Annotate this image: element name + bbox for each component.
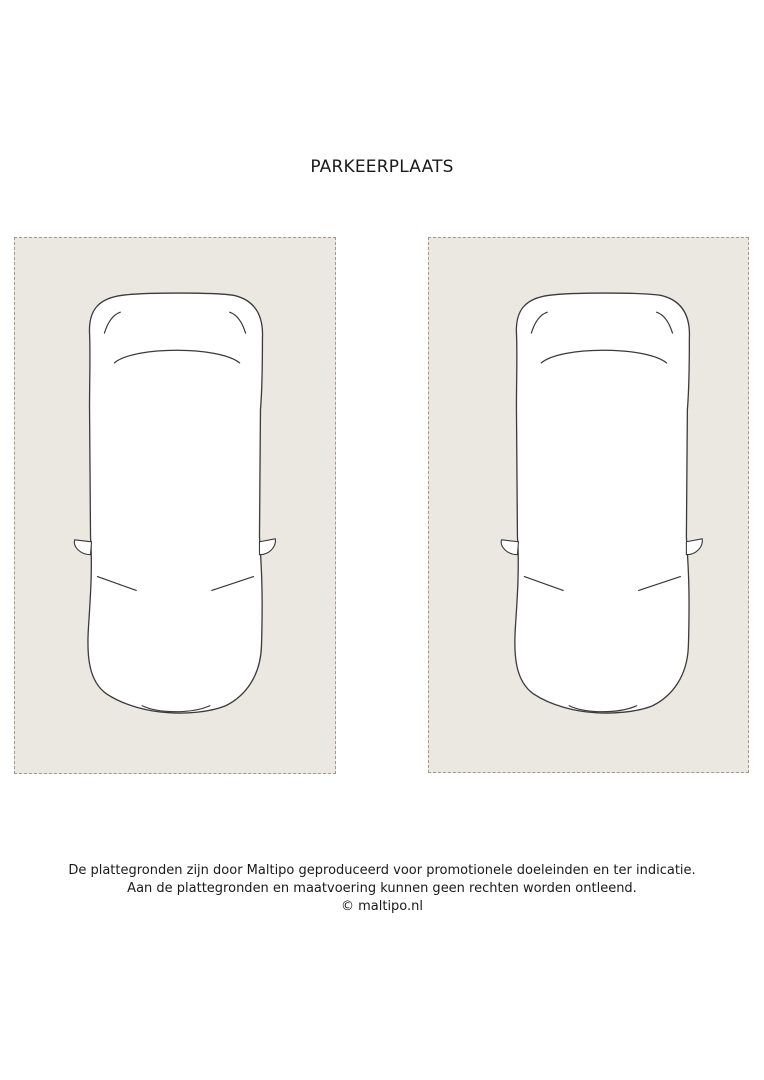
parking-spot-1 [14,237,336,774]
disclaimer-line-2: Aan de plattegronden en maatvoering kunnen geen rechten worden ontleend. [127,881,637,896]
disclaimer [0,862,764,916]
copyright-text: © maltipo.nl [340,899,424,914]
page-title: PARKEERPLAATS [310,157,454,177]
disclaimer-line-1: De plattegronden zijn door Maltipo geproduceerd voor promotionele doeleinden en ter indicatie. [68,863,696,878]
car-top-view-icon [429,238,748,772]
car-top-view-icon [15,238,335,773]
parking-spot-2 [428,237,749,773]
